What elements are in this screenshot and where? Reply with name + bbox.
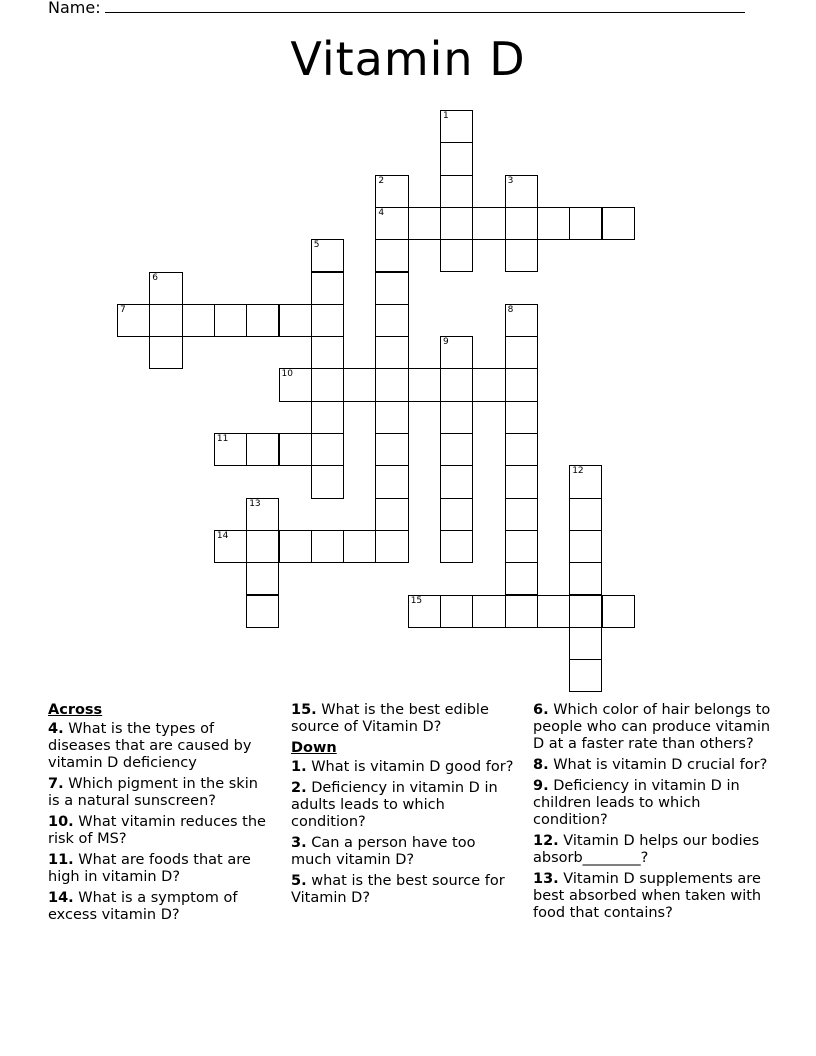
crossword-cell[interactable] — [440, 498, 473, 531]
clue-text: What is vitamin D good for? — [311, 759, 514, 775]
crossword-cell[interactable] — [375, 465, 408, 498]
cell-number: 11 — [216, 434, 229, 444]
crossword-cell[interactable] — [149, 272, 182, 305]
crossword-cell[interactable] — [440, 595, 473, 628]
crossword-cell[interactable] — [505, 498, 538, 531]
crossword-cell[interactable] — [375, 175, 408, 208]
clue-down-1 — [291, 759, 516, 776]
crossword-cell[interactable] — [440, 368, 473, 401]
crossword-cell[interactable] — [311, 433, 344, 466]
clue-number: 2. — [291, 780, 307, 796]
crossword-cell[interactable] — [214, 433, 247, 466]
crossword-cell[interactable] — [505, 401, 538, 434]
crossword-cell[interactable] — [440, 142, 473, 175]
clue-number: 13. — [533, 871, 559, 887]
cell-number: 5 — [313, 240, 320, 251]
clue-text: Can a person have too much vitamin D? — [291, 835, 476, 868]
crossword-cell[interactable] — [505, 239, 538, 272]
clue-column-3 — [533, 702, 771, 926]
crossword-cell[interactable] — [375, 239, 408, 272]
crossword-cell[interactable] — [311, 530, 344, 563]
clue-column-2 — [291, 702, 516, 911]
cell-number: 7 — [120, 304, 126, 315]
cell-number: 13 — [249, 498, 261, 509]
crossword-cell[interactable] — [505, 595, 538, 628]
crossword-cell[interactable] — [343, 530, 376, 563]
crossword-cell[interactable] — [375, 207, 408, 240]
crossword-cell[interactable] — [569, 562, 602, 595]
crossword-cell[interactable] — [214, 304, 247, 337]
crossword-cell[interactable] — [311, 336, 344, 369]
clue-down-3 — [291, 835, 516, 869]
page-title: Vitamin D — [290, 32, 526, 86]
crossword-cell[interactable] — [246, 433, 279, 466]
clue-number: 10. — [48, 814, 74, 830]
clue-across-10 — [48, 814, 273, 848]
crossword-cell[interactable] — [440, 433, 473, 466]
clue-number: 14. — [48, 890, 74, 906]
crossword-cell[interactable] — [149, 304, 182, 337]
crossword-cell[interactable] — [246, 498, 279, 531]
crossword-cell[interactable] — [279, 530, 312, 563]
clue-text: What is a symptom of excess vitamin D? — [48, 890, 238, 923]
crossword-cell[interactable] — [408, 207, 441, 240]
crossword-cell[interactable] — [472, 595, 505, 628]
crossword-cell[interactable] — [375, 433, 408, 466]
clue-text: Which color of hair belongs to people who can produce vitamin D at a faster rate than others? — [533, 702, 771, 752]
crossword-cell[interactable] — [505, 433, 538, 466]
clue-down-12 — [533, 833, 771, 867]
clue-number: 4. — [48, 721, 64, 737]
clue-number: 11. — [48, 852, 74, 868]
cell-number: 4 — [378, 207, 385, 218]
clue-down-6 — [533, 702, 771, 753]
cell-number: 10 — [281, 369, 293, 380]
cell-number: 15 — [410, 595, 423, 606]
crossword-cell[interactable] — [505, 465, 538, 498]
crossword-cell[interactable] — [505, 175, 538, 208]
crossword-cell[interactable] — [537, 595, 570, 628]
crossword-cell[interactable] — [440, 110, 473, 143]
clue-text: Which pigment in the skin is a natural sunscreen? — [48, 776, 258, 809]
clue-text: What are foods that are high in vitamin D? — [48, 852, 251, 885]
clue-number: 12. — [533, 833, 559, 849]
clue-text: What vitamin reduces the risk of MS? — [48, 814, 266, 847]
cell-number: 12 — [572, 466, 584, 477]
clue-down-9 — [533, 778, 771, 829]
crossword-cell[interactable] — [569, 530, 602, 563]
crossword-cell[interactable] — [440, 530, 473, 563]
crossword-cell[interactable] — [505, 336, 538, 369]
clue-text: Vitamin D helps our bodies absorb________? — [533, 833, 760, 866]
crossword-cell[interactable] — [246, 595, 279, 628]
clue-text: what is the best source for Vitamin D? — [291, 873, 505, 906]
crossword-cell[interactable] — [602, 207, 635, 240]
clue-text: What is vitamin D crucial for? — [553, 757, 768, 773]
clue-number: 9. — [533, 778, 549, 794]
clue-number: 6. — [533, 702, 549, 718]
crossword-cell[interactable] — [246, 304, 279, 337]
clue-down-5 — [291, 873, 516, 907]
crossword-cell[interactable] — [505, 368, 538, 401]
clue-number: 15. — [291, 702, 317, 718]
clue-number: 8. — [533, 757, 549, 773]
crossword-cell[interactable] — [569, 465, 602, 498]
clue-number: 7. — [48, 776, 64, 792]
crossword-cell[interactable] — [182, 304, 215, 337]
crossword-cell[interactable] — [311, 239, 344, 272]
crossword-cell[interactable] — [117, 304, 150, 337]
cell-number: 2 — [378, 175, 385, 186]
cell-number: 8 — [507, 304, 514, 315]
crossword-cell[interactable] — [440, 336, 473, 369]
clue-number: 3. — [291, 835, 307, 851]
crossword-cell[interactable] — [408, 595, 441, 628]
crossword-cell[interactable] — [311, 304, 344, 337]
clue-text: Vitamin D supplements are best absorbed when taken with food that contains? — [533, 871, 762, 921]
clue-text: Deficiency in vitamin D in children leads to which condition? — [533, 778, 740, 828]
clue-across-7 — [48, 776, 273, 810]
crossword-cell[interactable] — [311, 465, 344, 498]
clue-across-4 — [48, 721, 273, 772]
crossword-cell[interactable] — [149, 336, 182, 369]
crossword-cell[interactable] — [408, 368, 441, 401]
crossword-cell[interactable] — [569, 627, 602, 660]
crossword-cell[interactable] — [279, 368, 312, 401]
clue-across-15 — [291, 702, 516, 736]
crossword-cell[interactable] — [569, 498, 602, 531]
crossword-cell[interactable] — [375, 368, 408, 401]
crossword-cell[interactable] — [505, 562, 538, 595]
clue-down-8 — [533, 757, 771, 774]
crossword-cell[interactable] — [279, 433, 312, 466]
crossword-cell[interactable] — [440, 401, 473, 434]
crossword-cell[interactable] — [311, 401, 344, 434]
cell-number: 3 — [507, 175, 514, 186]
cell-number: 9 — [443, 337, 449, 348]
clue-number: 5. — [291, 873, 307, 889]
crossword-cell[interactable] — [440, 465, 473, 498]
crossword-cell[interactable] — [246, 562, 279, 595]
crossword-cell[interactable] — [375, 304, 408, 337]
crossword-cell[interactable] — [602, 595, 635, 628]
cell-number: 6 — [152, 272, 159, 283]
cell-number: 14 — [216, 530, 229, 541]
crossword-cell[interactable] — [472, 368, 505, 401]
down-heading: Down — [291, 740, 337, 756]
clue-column-1 — [48, 702, 273, 928]
clue-down-2 — [291, 780, 516, 831]
clue-text: Deficiency in vitamin D in adults leads to which condition? — [291, 780, 498, 830]
clue-number: 1. — [291, 759, 307, 775]
crossword-cell[interactable] — [505, 530, 538, 563]
crossword-cell[interactable] — [343, 368, 376, 401]
crossword-cell[interactable] — [311, 368, 344, 401]
clue-text: What is the types of diseases that are caused by vitamin D deficiency — [48, 721, 252, 771]
crossword-cell[interactable] — [279, 304, 312, 337]
crossword-cell[interactable] — [375, 272, 408, 305]
crossword-cell[interactable] — [440, 207, 473, 240]
crossword-cell[interactable] — [375, 336, 408, 369]
crossword-cell[interactable] — [375, 530, 408, 563]
name-label: Name: — [48, 0, 101, 17]
crossword-cell[interactable] — [472, 207, 505, 240]
crossword-cell[interactable] — [311, 272, 344, 305]
clue-across-11 — [48, 852, 273, 886]
crossword-cell[interactable] — [440, 175, 473, 208]
across-heading: Across — [48, 702, 103, 718]
crossword-cell[interactable] — [375, 498, 408, 531]
clue-text: What is the best edible source of Vitamin D? — [291, 702, 489, 735]
cell-number: 1 — [443, 111, 449, 121]
crossword-cell[interactable] — [569, 595, 602, 628]
crossword-cell[interactable] — [246, 530, 279, 563]
crossword-cell[interactable] — [505, 304, 538, 337]
crossword-cell[interactable] — [375, 401, 408, 434]
crossword-cell[interactable] — [505, 207, 538, 240]
clue-down-13 — [533, 871, 771, 922]
crossword-cell[interactable] — [569, 659, 602, 692]
crossword-cell[interactable] — [569, 207, 602, 240]
clue-across-14 — [48, 890, 273, 924]
crossword-cell[interactable] — [440, 239, 473, 272]
crossword-cell[interactable] — [214, 530, 247, 563]
crossword-cell[interactable] — [537, 207, 570, 240]
